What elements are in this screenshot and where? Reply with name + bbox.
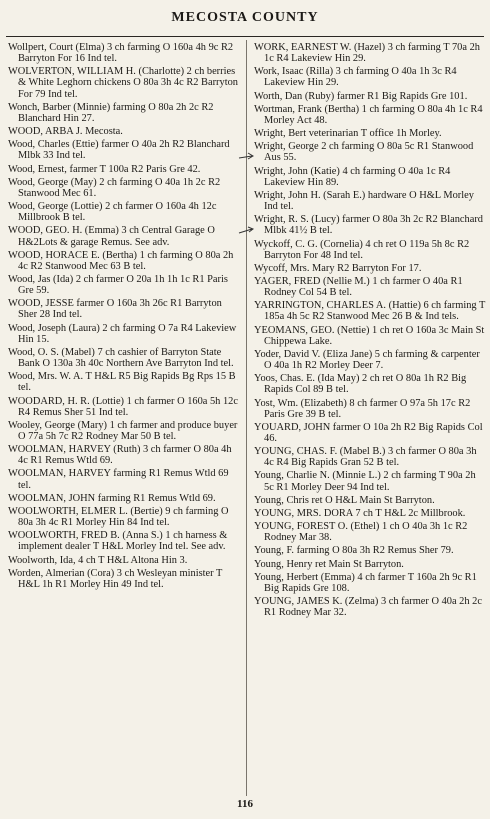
directory-entry: Wright, George 2 ch farming O 80a 5c R1 Stanwood Aus 55. xyxy=(254,141,474,164)
directory-entry: Woolworth, Ida, 4 ch T H&L Altona Hin 3. xyxy=(8,554,188,566)
directory-entry: Yoder, David V. (Eliza Jane) 5 ch farming & carpenter O 40a 1h R2 Morley Deer 7. xyxy=(254,348,480,372)
directory-entry: YOUNG, CHAS. F. (Mabel B.) 3 ch farmer O 80a 3h 4c R4 Big Rapids Gran 52 B tel. xyxy=(254,446,477,469)
right-column xyxy=(254,42,486,618)
directory-entry: WORK, EARNEST W. (Hazel) 3 ch farming T 70a 2h 1c R4 Lakeview Hin 29. xyxy=(254,42,480,65)
directory-entry: Young, Herbert (Emma) 4 ch farmer T 160a 2h 9c R1 Big Rapids Gre 108. xyxy=(254,571,477,594)
directory-entry: WOOLMAN, HARVEY (Ruth) 3 ch farmer O 80a 4h 4c R1 Remus Wtld 69. xyxy=(8,444,232,467)
directory-entry: Wright, John H. (Sarah E.) hardware O H&L Morley Ind tel. xyxy=(254,189,474,213)
directory-entry: WOOLWORTH, FRED B. (Anna S.) 1 ch harness & implement dealer T H&L Morley Ind tel. See adv. xyxy=(8,530,228,553)
page-title: MECOSTA COUNTY xyxy=(171,10,319,25)
directory-entry: WOOLWORTH, ELMER L. (Bertie) 9 ch farming O 80a 3h 4c R1 Morley Hin 84 Ind tel. xyxy=(8,505,229,529)
directory-entry: Worth, Dan (Ruby) farmer R1 Big Rapids Gre 101. xyxy=(254,90,468,102)
directory-entry: Wright, John (Katie) 4 ch farming O 40a 1c R4 Lakeview Hin 89. xyxy=(254,165,451,188)
directory-entry: Wonch, Barber (Minnie) farming O 80a 2h 2c R2 Blanchard Hin 27. xyxy=(8,101,214,124)
directory-entry: WOOD, GEO. H. (Emma) 3 ch Central Garage O H&2Lots & garage Remus. See adv. xyxy=(8,225,215,248)
directory-entry: WOLVERTON, WILLIAM H. (Charlotte) 2 ch berries & White Leghorn chickens O 80a 3h 4c R2 Barryton For 79 Ind tel. xyxy=(8,66,238,100)
directory-entry: Young, F. farming O 80a 3h R2 Remus Sher 79. xyxy=(254,545,454,557)
directory-entry: Wood, O. S. (Mabel) 7 ch cashier of Barryton State Bank O 130a 3h 40c Northern Ave Barryton Ind tel. xyxy=(8,346,234,370)
directory-entry: Wortman, Frank (Bertha) 1 ch farming O 80a 4h 1c R4 Morley Act 48. xyxy=(254,103,483,126)
page-number: 116 xyxy=(237,798,253,810)
directory-entry: Young, Chris ret O H&L Main St Barryton. xyxy=(254,494,435,506)
directory-entry: Wooley, George (Mary) 1 ch farmer and produce buyer O 77a 5h 7c R2 Rodney Mar 50 B tel. xyxy=(8,419,238,442)
page-header xyxy=(6,0,484,37)
directory-entry: Young, Henry ret Main St Barryton. xyxy=(254,558,404,570)
directory-entry: WOOD, HORACE E. (Bertha) 1 ch farming O 80a 2h 4c R2 Stanwood Mec 63 B tel. xyxy=(8,249,234,272)
directory-entry: Wood, Ernest, farmer T 100a R2 Paris Gre 42. xyxy=(8,163,201,175)
directory-entry: Wollpert, Court (Elma) 3 ch farming O 160a 4h 9c R2 Barryton For 16 Ind tel. xyxy=(8,42,234,65)
directory-entry: WOOLMAN, JOHN farming R1 Remus Wtld 69. xyxy=(8,492,216,504)
directory-entry: Wright, R. S. (Lucy) farmer O 80a 3h 2c R2 Blanchard Mlbk 41½ B tel. xyxy=(254,214,483,237)
directory-entry: Young, Charlie N. (Minnie L.) 2 ch farming T 90a 2h 5c R1 Morley Deer 94 Ind tel. xyxy=(254,470,476,493)
directory-entry: WOODARD, H. R. (Lottie) 1 ch farmer O 160a 5h 12c R4 Remus Sher 51 Ind tel. xyxy=(8,395,238,418)
directory-entry: YOUNG, FOREST O. (Ethel) 1 ch O 40a 3h 1c R2 Rodney Mar 38. xyxy=(254,521,468,544)
directory-entry: Wyckoff, C. G. (Cornelia) 4 ch ret O 119a 5h 8c R2 Barryton For 48 Ind tel. xyxy=(254,238,470,261)
directory-entry: Yoos, Chas. E. (Ida May) 2 ch ret O 80a 1h R2 Big Rapids Col 89 B tel. xyxy=(254,373,467,396)
directory-entry: YEOMANS, GEO. (Nettie) 1 ch ret O 160a 3c Main St Chippewa Lake. xyxy=(254,324,485,347)
directory-entry: Wood, Jas (Ida) 2 ch farmer O 20a 1h 1h 1c R1 Paris Gre 59. xyxy=(8,273,228,297)
directory-entry: Work, Isaac (Rilla) 3 ch farming O 40a 1h 3c R4 Lakeview Hin 29. xyxy=(254,66,457,89)
directory-entry: Wood, Charles (Ettie) farmer O 40a 2h R2 Blanchard Mlbk 33 Ind tel. xyxy=(8,139,230,162)
directory-entry: WOOLMAN, HARVEY farming R1 Remus Wtld 69 tel. xyxy=(8,468,229,491)
directory-entry: Wright, Bert veterinarian T office 1h Morley. xyxy=(254,128,442,140)
directory-entry: Wood, Joseph (Laura) 2 ch farming O 7a R4 Lakeview Hin 15. xyxy=(8,322,237,345)
directory-entry: Wood, George (Lottie) 2 ch farmer O 160a 4h 12c Millbrook B tel. xyxy=(8,201,217,224)
directory-entry: YOUNG, JAMES K. (Zelma) 3 ch farmer O 40a 2h 2c R1 Rodney Mar 32. xyxy=(254,596,482,619)
directory-entry: WOOD, ARBA J. Mecosta. xyxy=(8,126,123,138)
directory-entry: Worden, Almerian (Cora) 3 ch Wesleyan minister T H&L 1h R1 Morley Hin 49 Ind tel. xyxy=(8,567,223,590)
directory-entry: YAGER, FRED (Nellie M.) 1 ch farmer O 40a R1 Rodney Col 54 B tel. xyxy=(254,275,463,299)
directory-entry: YOUARD, JOHN farmer O 10a 2h R2 Big Rapids Col 46. xyxy=(254,421,483,444)
directory-entry: Wood, George (May) 2 ch farming O 40a 1h 2c R2 Stanwood Mec 61. xyxy=(8,176,221,199)
directory-entry: Yost, Wm. (Elizabeth) 8 ch farmer O 97a 5h 17c R2 Paris Gre 39 B tel. xyxy=(254,397,471,420)
directory-entry: Wood, Mrs. W. A. T H&L R5 Big Rapids Bg Rps 15 B tel. xyxy=(8,371,236,394)
left-column xyxy=(8,42,240,590)
directory-entry: Wycoff, Mrs. Mary R2 Barryton For 17. xyxy=(254,262,422,274)
directory-entry: YARRINGTON, CHARLES A. (Hattie) 6 ch farming T 185a 4h 5c R2 Stanwood Mec 26 B & Ind tels. xyxy=(254,300,486,323)
directory-entry: YOUNG, MRS. DORA 7 ch T H&L 2c Millbrook. xyxy=(254,507,466,519)
directory-entry: WOOD, JESSE farmer O 160a 3h 26c R1 Barryton Sher 28 Ind tel. xyxy=(8,298,222,321)
